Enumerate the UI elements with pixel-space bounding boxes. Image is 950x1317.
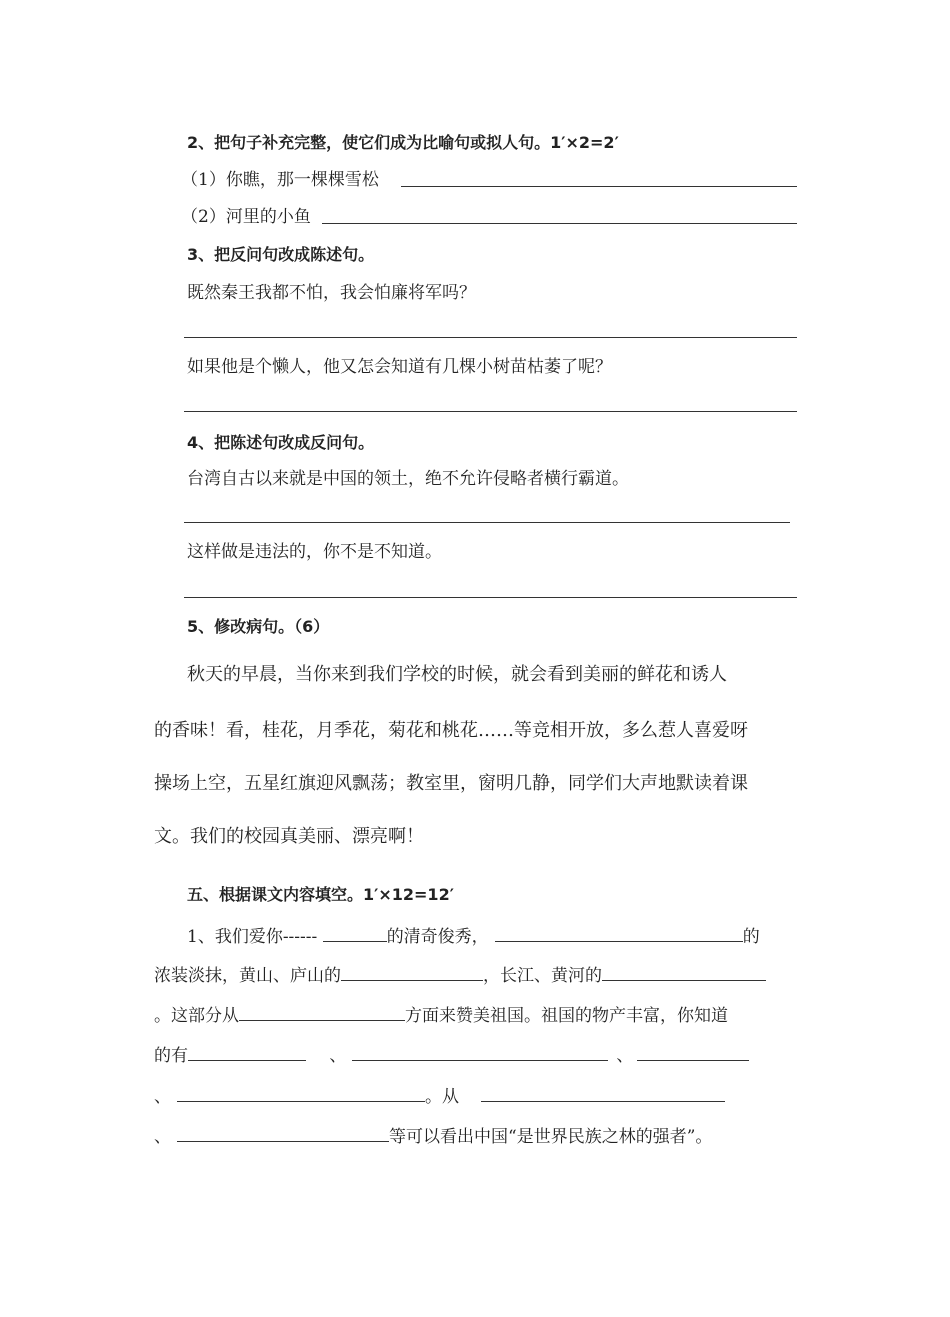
section-3-heading: 3、把反问句改成陈述句。 [187,245,375,264]
paragraph-line-1: 秋天的早晨，当你来到我们学校的时候，就会看到美丽的鲜花和诱人 [187,664,727,685]
fill-blank-3[interactable] [341,960,483,981]
fill-line-1 [187,921,760,949]
fill-line-2 [154,960,766,988]
fill-line-2-mid: ，长江、黄河的 [483,966,602,986]
fill-blank-4[interactable] [602,960,766,981]
section-4-sentence-1: 台湾自古以来就是中国的领土，绝不允许侵略者横行霸道。 [187,469,629,489]
section-2-heading: 2、把句子补充完整，使它们成为比喻句或拟人句。1′×2=2′ [187,133,619,152]
section-5-heading: 5、修改病句。（6） [187,617,330,636]
paragraph-line-3: 操场上空，五星红旗迎风飘荡；教室里，窗明几静，同学们大声地默读着课 [154,773,748,794]
section-2-item-1 [181,168,379,192]
fill-line-1-end: 的 [742,927,760,947]
answer-blank-2-2[interactable] [322,223,797,224]
paragraph-line-2: 的香味！看，桂花，月季花，菊花和桃花……等竞相开放，多么惹人喜爱呀 [154,720,748,741]
fill-line-1-mid: 的清奇俊秀， [386,927,489,947]
answer-blank-2-1[interactable] [401,186,797,187]
fill-line-2-start: 浓装淡抹，黄山、庐山的 [154,966,341,986]
fill-line-3 [154,1000,728,1028]
section-3-sentence-1: 既然秦王我都不怕，我会怕廉将军吗？ [187,283,476,303]
answer-line-3-2[interactable] [184,411,797,412]
fill-line-4-sep-2: 、 [616,1046,634,1066]
section-2-item-2-text: （2）河里的小鱼 [181,207,311,227]
fill-blank-8[interactable] [637,1040,749,1061]
fill-blank-11[interactable] [177,1121,389,1142]
section-4-sentence-2: 这样做是违法的，你不是不知道。 [187,542,442,562]
part-5-heading: 五、根据课文内容填空。1′×12=12′ [187,885,454,904]
fill-blank-2[interactable] [495,921,743,942]
fill-line-4-start: 的有 [154,1046,188,1066]
fill-blank-7[interactable] [352,1040,608,1061]
fill-line-3-end: 方面来赞美祖国。祖国的物产丰富，你知道 [405,1006,728,1026]
section-2-item-1-text: （1）你瞧，那一棵棵雪松 [181,170,379,190]
fill-line-6 [154,1121,712,1149]
fill-line-6-start: 、 [154,1127,171,1147]
section-3-sentence-2: 如果他是个懒人，他又怎会知道有几棵小树苗枯萎了呢？ [187,357,612,377]
paragraph-line-4: 文。我们的校园真美丽、漂亮啊！ [154,826,424,847]
section-4-heading: 4、把陈述句改成反问句。 [187,433,375,452]
fill-line-5-start: 、 [154,1087,171,1107]
fill-line-3-start: 。这部分从 [154,1006,239,1026]
fill-blank-1[interactable] [323,921,387,942]
fill-line-6-end: 等可以看出中国“是世界民族之林的强者”。 [389,1127,713,1147]
fill-line-5 [154,1081,725,1109]
answer-line-4-2[interactable] [184,597,797,598]
fill-blank-9[interactable] [177,1081,425,1102]
answer-line-3-1[interactable] [184,337,797,338]
fill-blank-6[interactable] [188,1040,306,1061]
fill-blank-5[interactable] [239,1000,405,1021]
fill-line-5-mid: 。从 [425,1087,459,1107]
fill-line-4-sep-1: 、 [329,1046,347,1066]
section-2-item-2 [181,205,311,229]
fill-blank-10[interactable] [481,1081,725,1102]
answer-line-4-1[interactable] [184,522,790,523]
fill-line-4 [154,1040,749,1068]
fill-line-1-start: 1、我们爱你------ [187,927,318,947]
